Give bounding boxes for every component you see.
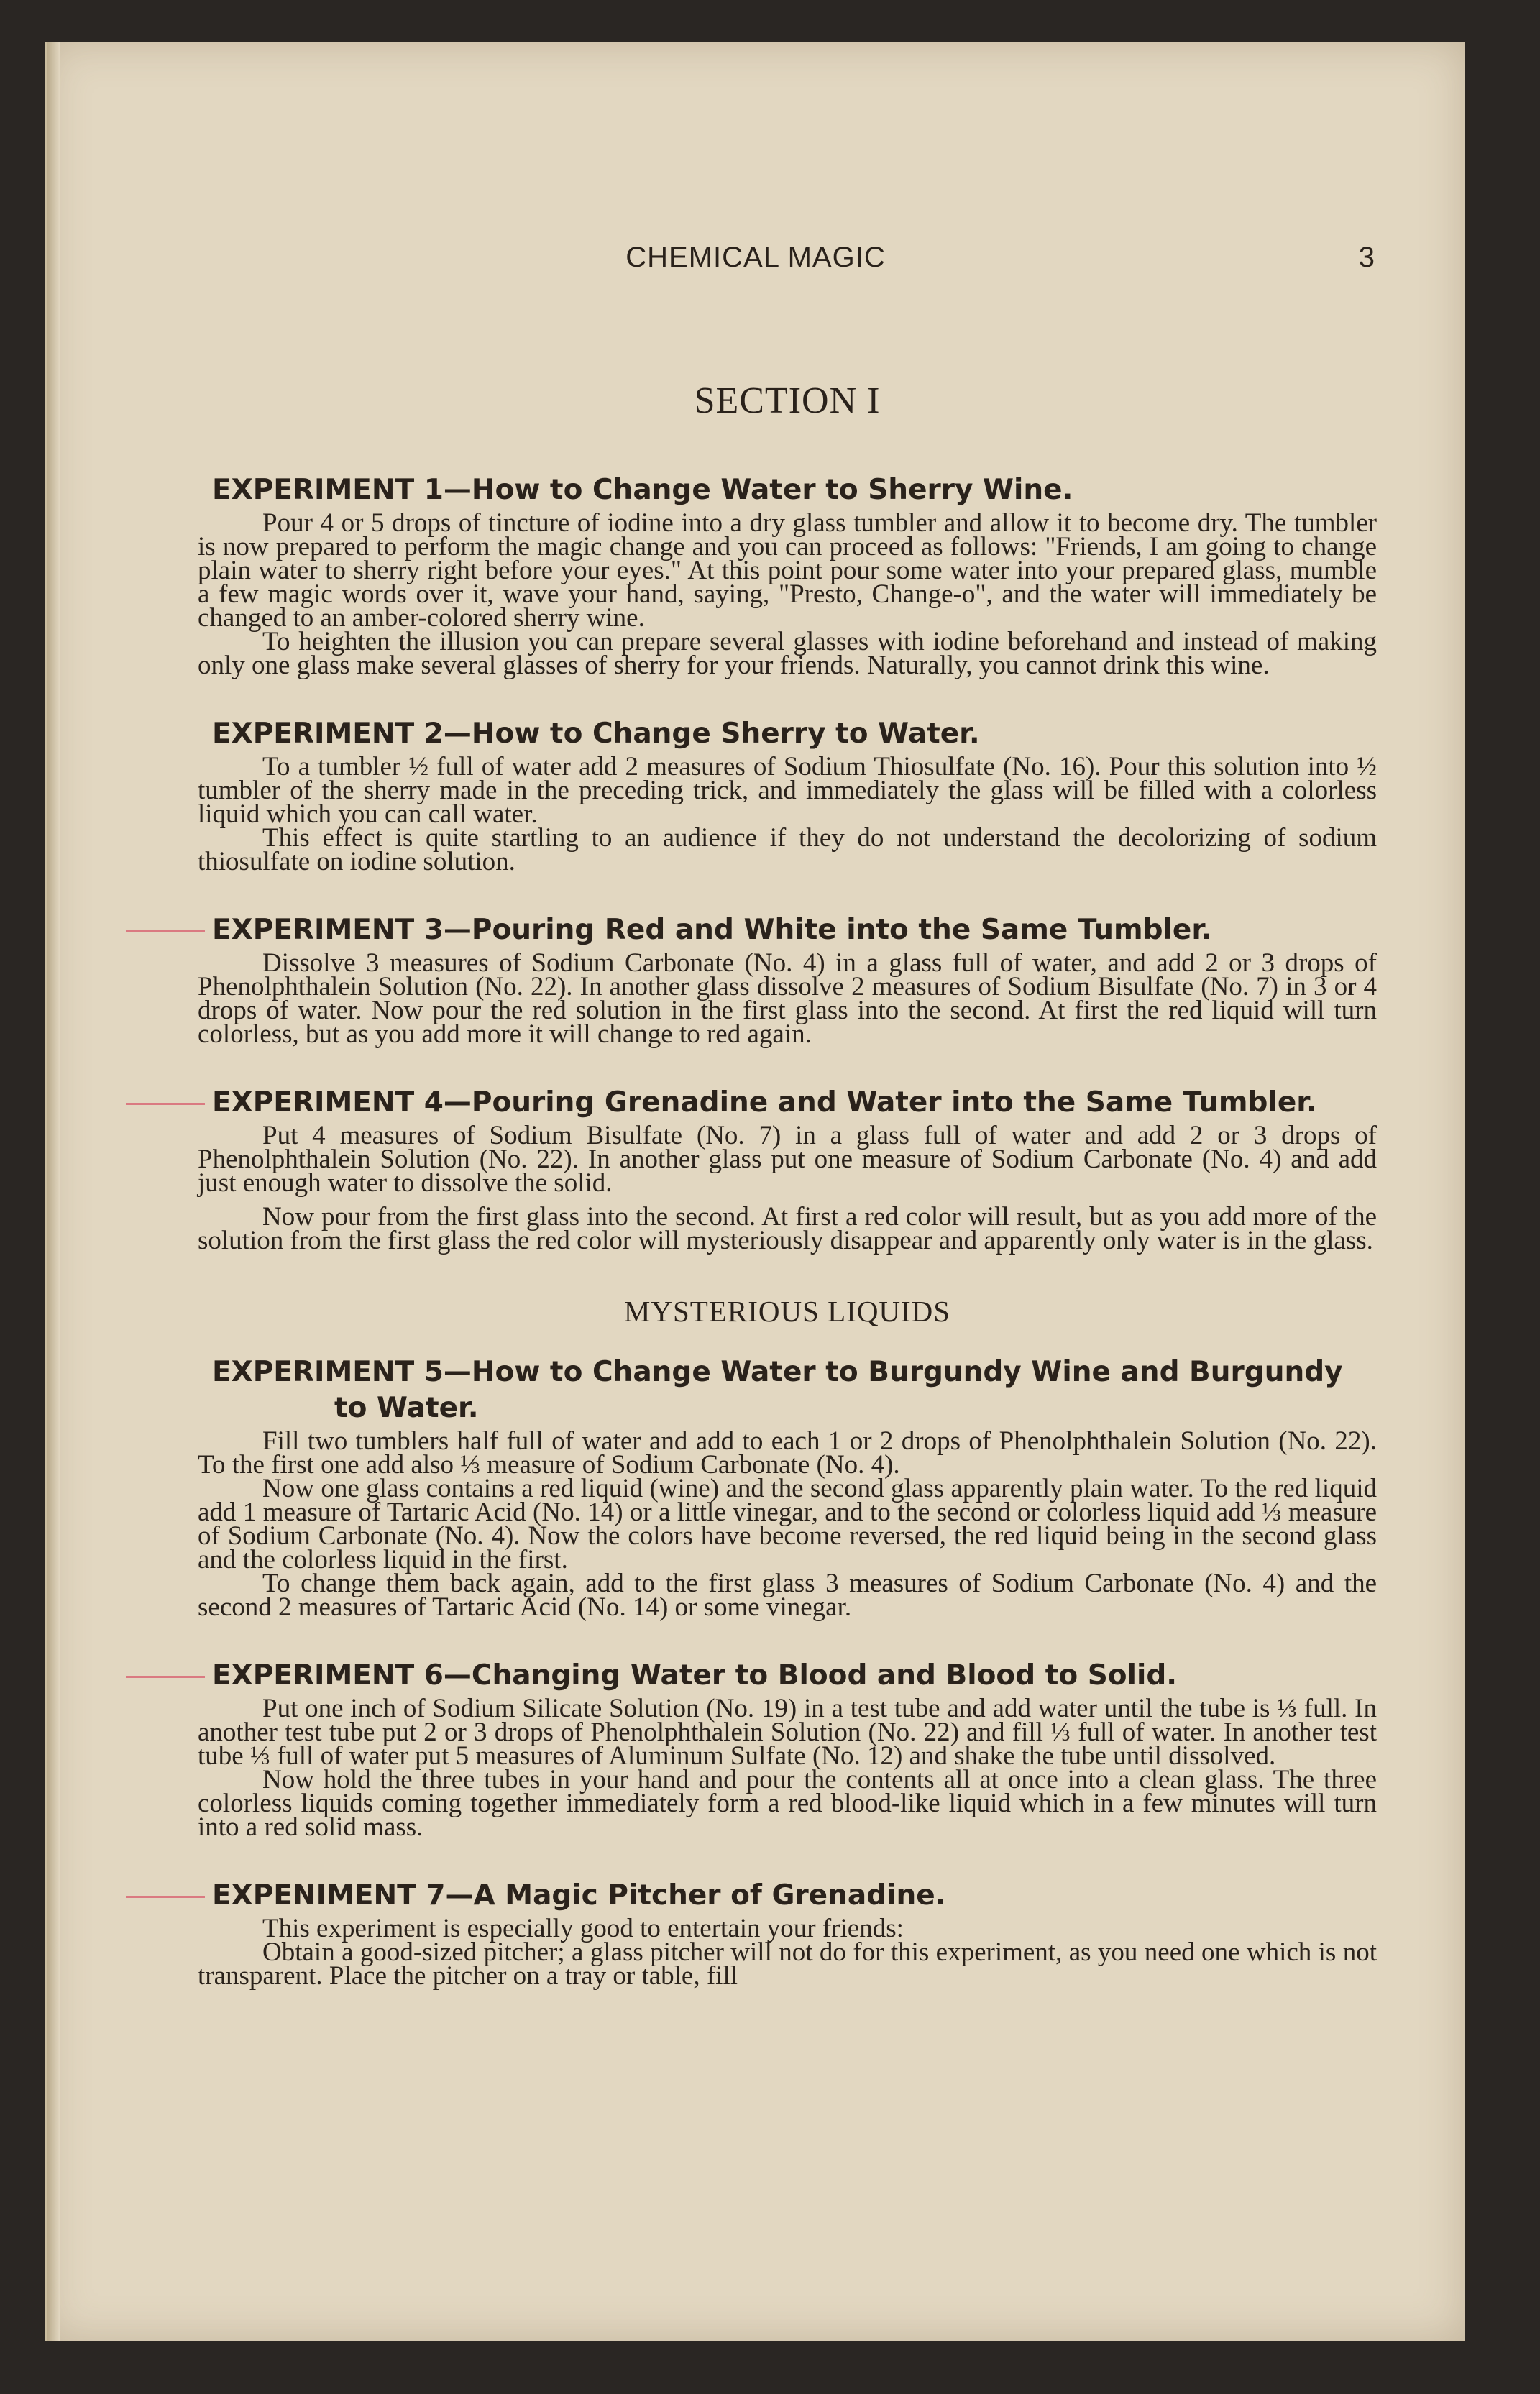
book-page xyxy=(45,42,1465,2341)
paragraph: This effect is quite startling to an audience if they do not understand the decolorizing of sodium thiosulfate on iodine solution. xyxy=(198,823,1377,876)
experiment-heading-text: EXPERIMENT 5—How to Change Water to Burgundy Wine and Burgundy xyxy=(212,1356,1343,1388)
paragraph: Pour 4 or 5 drops of tincture of iodine into a dry glass tumbler and allow it to become dry. The tumbler is now prepared to perform the magic change and you can proceed as follows: "Friends, I am going to change plain water to sherry right before your eyes." At this point pour some water into your prepared glass, mumble a few magic words over it, wave your hand, saying, "Presto, Change-o", and the water will immediately be changed to an amber-colored sherry wine. xyxy=(198,508,1377,633)
experiment-heading-continued: to Water. xyxy=(334,1392,479,1424)
paragraph: Now hold the three tubes in your hand and pour the contents all at once into a clean glass. The three colorless liquids coming together immediately form a red blood-like liquid which in a few minutes will turn into a red solid mass. xyxy=(198,1765,1377,1842)
running-header xyxy=(47,242,1465,293)
red-pencil-mark xyxy=(126,1676,205,1678)
experiment-5 xyxy=(198,1354,1377,1622)
red-pencil-mark xyxy=(126,1103,205,1105)
paragraph: Fill two tumblers half full of water and add to each 1 or 2 drops of Phenolphthalein Solution (No. 22). To the first one add also ⅓ measure of Sodium Carbonate (No. 4). xyxy=(198,1426,1377,1480)
paragraph: Obtain a good-sized pitcher; a glass pitcher will not do for this experiment, as you need one which is not transparent. Place the pitcher on a tray or table, fill xyxy=(198,1937,1377,1991)
experiment-6 xyxy=(198,1658,1377,1842)
paragraph: Now pour from the first glass into the second. At first a red color will result, but as you add more of the solution from the first glass the red color will mysteriously disappear and apparently only water is in the glass. xyxy=(198,1202,1377,1255)
page-body xyxy=(198,380,1377,2027)
experiment-heading xyxy=(212,1878,1377,1914)
paragraph: This experiment is especially good to entertain your friends: xyxy=(262,1914,904,1943)
experiment-heading xyxy=(212,1085,1377,1121)
experiment-heading: EXPERIMENT 1—How to Change Water to Sherry Wine. xyxy=(212,474,1073,506)
paragraph: To a tumbler ½ full of water add 2 measures of Sodium Thiosulfate (No. 16). Pour this solution into ½ tumbler of the sherry made in the preceding trick, and immediately the glass will be filled with a colorless liquid which you can call water. xyxy=(198,752,1377,829)
subsection-title: MYSTERIOUS LIQUIDS xyxy=(623,1295,951,1328)
paragraph: Dissolve 3 measures of Sodium Carbonate (No. 4) in a glass full of water, and add 2 or 3 drops of Phenolphthalein Solution (No. 22). In another glass dissolve 2 measures of Sodium Bisulfate (No. 7) in 3 or 4 drops of water. Now pour the red solution in the first glass into the second. At first the red liquid will turn colorless, but as you add more it will change to red again. xyxy=(198,948,1377,1049)
experiment-heading-text: EXPERIMENT 4—Pouring Grenadine and Water into the Same Tumbler. xyxy=(212,1086,1317,1119)
experiment-1 xyxy=(198,472,1377,680)
red-pencil-mark xyxy=(126,1896,205,1898)
paragraph: Put 4 measures of Sodium Bisulfate (No. 7) in a glass full of water and add 2 or 3 drops of Phenolphthalein Solution (No. 22). In another glass put one measure of Sodium Carbonate (No. 4) and add just enough water to dissolve the solid. xyxy=(198,1121,1377,1198)
experiment-heading: EXPERIMENT 2—How to Change Sherry to Water. xyxy=(212,717,980,750)
experiment-heading-text: EXPERIMENT 6—Changing Water to Blood and Blood to Solid. xyxy=(212,1659,1178,1692)
experiment-heading-text: EXPERIMENT 3—Pouring Red and White into the Same Tumbler. xyxy=(212,914,1212,946)
section-title: SECTION I xyxy=(694,380,881,421)
page-spine-shadow xyxy=(47,42,60,2341)
experiment-3 xyxy=(198,912,1377,1049)
experiment-heading xyxy=(212,1354,1377,1426)
red-pencil-mark xyxy=(126,930,205,932)
paragraph: Now one glass contains a red liquid (wine) and the second glass apparently plain water. To the red liquid add 1 measure of Tartaric Acid (No. 14) or a little vinegar, and to the second or colorless liquid add ⅓ measure of Sodium Carbonate (No. 4). Now the colors have become reversed, the red liquid being in the second glass and the colorless liquid in the first. xyxy=(198,1474,1377,1574)
paragraph: To change them back again, add to the first glass 3 measures of Sodium Carbonate (No. 4) and the second 2 measures of Tartaric Acid (No. 14) or some vinegar. xyxy=(198,1569,1377,1622)
experiment-heading xyxy=(212,912,1377,948)
experiment-4 xyxy=(198,1085,1377,1255)
experiment-7 xyxy=(198,1878,1377,1991)
paragraph: To heighten the illusion you can prepare several glasses with iodine beforehand and instead of making only one glass make several glasses of sherry for your friends. Naturally, you cannot drink this wine. xyxy=(198,627,1377,680)
running-title: CHEMICAL MAGIC xyxy=(625,242,886,273)
experiment-2 xyxy=(198,716,1377,876)
page-number: 3 xyxy=(1358,242,1375,273)
paragraph: Put one inch of Sodium Silicate Solution (No. 19) in a test tube and add water until the tube is ⅓ full. In another test tube put 2 or 3 drops of Phenolphthalein Solution (No. 22) and fill ⅓ full of water. In another test tube ⅓ full of water put 5 measures of Aluminum Sulfate (No. 12) and shake the tube until dissolved. xyxy=(198,1694,1377,1771)
experiment-heading-text: EXPENIMENT 7—A Magic Pitcher of Grenadine. xyxy=(212,1879,946,1912)
experiment-heading xyxy=(212,1658,1377,1694)
